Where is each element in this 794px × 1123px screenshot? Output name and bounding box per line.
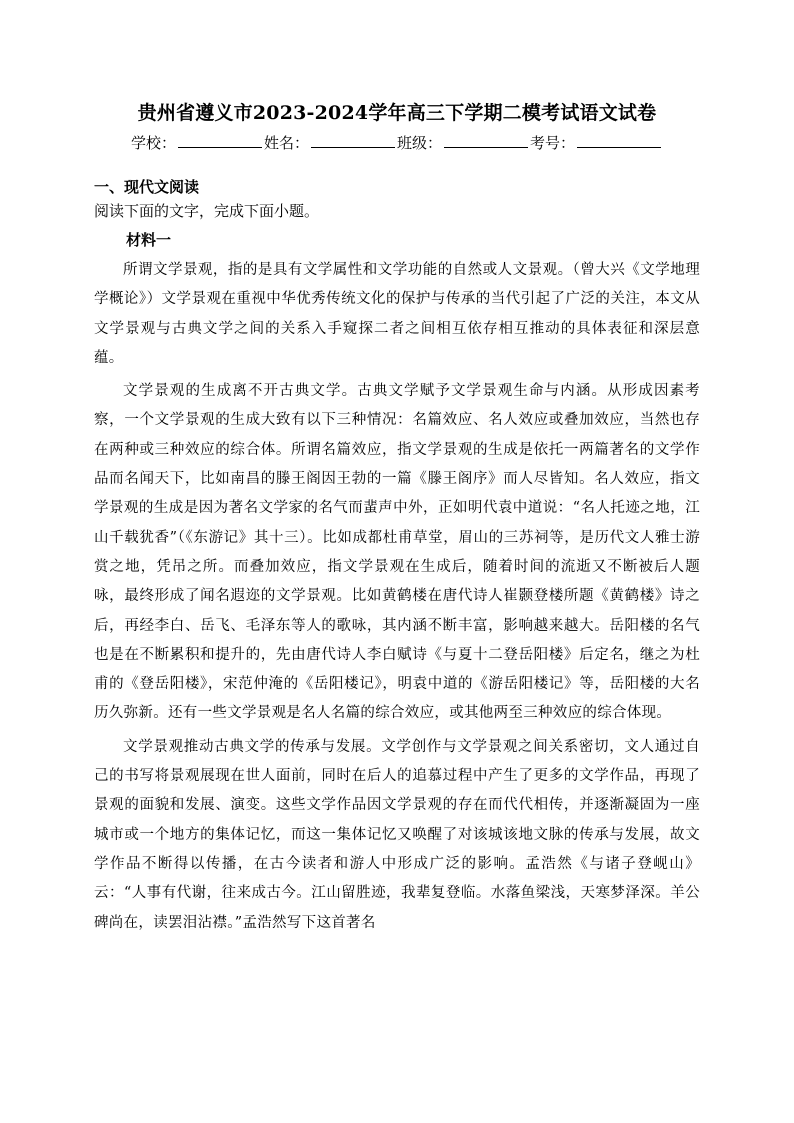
class-blank[interactable] (444, 131, 528, 148)
school-blank[interactable] (178, 131, 262, 148)
exam-number-blank[interactable] (577, 131, 661, 148)
exam-number-label: 考号： (530, 134, 576, 152)
name-blank[interactable] (311, 131, 395, 148)
name-label: 姓名： (263, 134, 309, 152)
reading-instruction: 阅读下面的文字，完成下面小题。 (94, 202, 320, 220)
paragraph-3: 文学景观推动古典文学的传承与发展。文学创作与文学景观之间关系密切，文人通过自己的书写将景观展现在世人面前，同时在后人的追慕过程中产生了更多的文学作品，再现了景观的面貌和发展、演变。这些文学作品因文学景观的存在而代代相传，并逐渐凝固为一座城市或一个地方的集体记忆，而这一集体记忆又唤醒了对该城该地文脉的传承与发展，故文学作品不断得以传播，在古今读者和游人中形成广泛的影响。孟浩然《与诸子登岘山》云：“人事有代谢，往来成古今。江山留胜迹，我辈复登临。水落鱼梁浅，天寒梦泽深。羊公碑尚在，读罢泪沾襟。”孟浩然写下这首著名 (94, 738, 700, 931)
student-info-row (94, 131, 700, 155)
material-label: 材料一 (126, 231, 172, 249)
paragraph-2: 文学景观的生成离不开古典文学。古典文学赋予文学景观生命与内涵。从形成因素考察，一个文学景观的生成大致有以下三种情况：名篇效应、名人效应或叠加效应，当然也存在两种或三种效应的综合体。所谓名篇效应，指文学景观的生成是依托一两篇著名的文学作品而名闻天下，比如南昌的滕王阁因王勃的一篇《滕王阁序》而人尽皆知。名人效应，指文学景观的生成是因为著名文学家的名气而蜚声中外，正如明代袁中道说：“名人托迹之地，江山千载犹香”（《东游记》其十三）。比如成都杜甫草堂，眉山的三苏祠等，是历代文人雅士游赏之地，凭吊之所。而叠加效应，指文学景观在生成后，随着时间的流逝又不断被后人题咏，最终形成了闻名遐迩的文学景观。比如黄鹤楼在唐代诗人崔颢登楼所题《黄鹤楼》诗之后，再经李白、岳飞、毛泽东等人的歌咏，其内涵不断丰富，影响越来越大。岳阳楼的名气也是在不断累积和提升的，先由唐代诗人李白赋诗《与夏十二登岳阳楼》后定名，继之为杜甫的《登岳阳楼》，宋范仲淹的《岳阳楼记》，明袁中道的《游岳阳楼记》等，岳阳楼的大名历久弥新。还有一些文学景观是名人名篇的综合效应，或其他两至三种效应的综合体现。 (94, 383, 700, 722)
exam-title: 贵州省遵义市2023-2024学年高三下学期二模考试语文试卷 (137, 102, 657, 124)
school-label: 学校： (130, 134, 176, 152)
section-heading: 一、现代文阅读 (94, 178, 200, 196)
class-label: 班级： (397, 134, 443, 152)
paragraph-1: 所谓文学景观，指的是具有文学属性和文学功能的自然或人文景观。（曾大兴《文学地理学概论》）文学景观在重视中华优秀传统文化的保护与传承的当代引起了广泛的关注，本文从文学景观与古典文学之间的关系入手窥探二者之间相互依存相互推动的具体表征和深层意蕴。 (94, 262, 700, 366)
